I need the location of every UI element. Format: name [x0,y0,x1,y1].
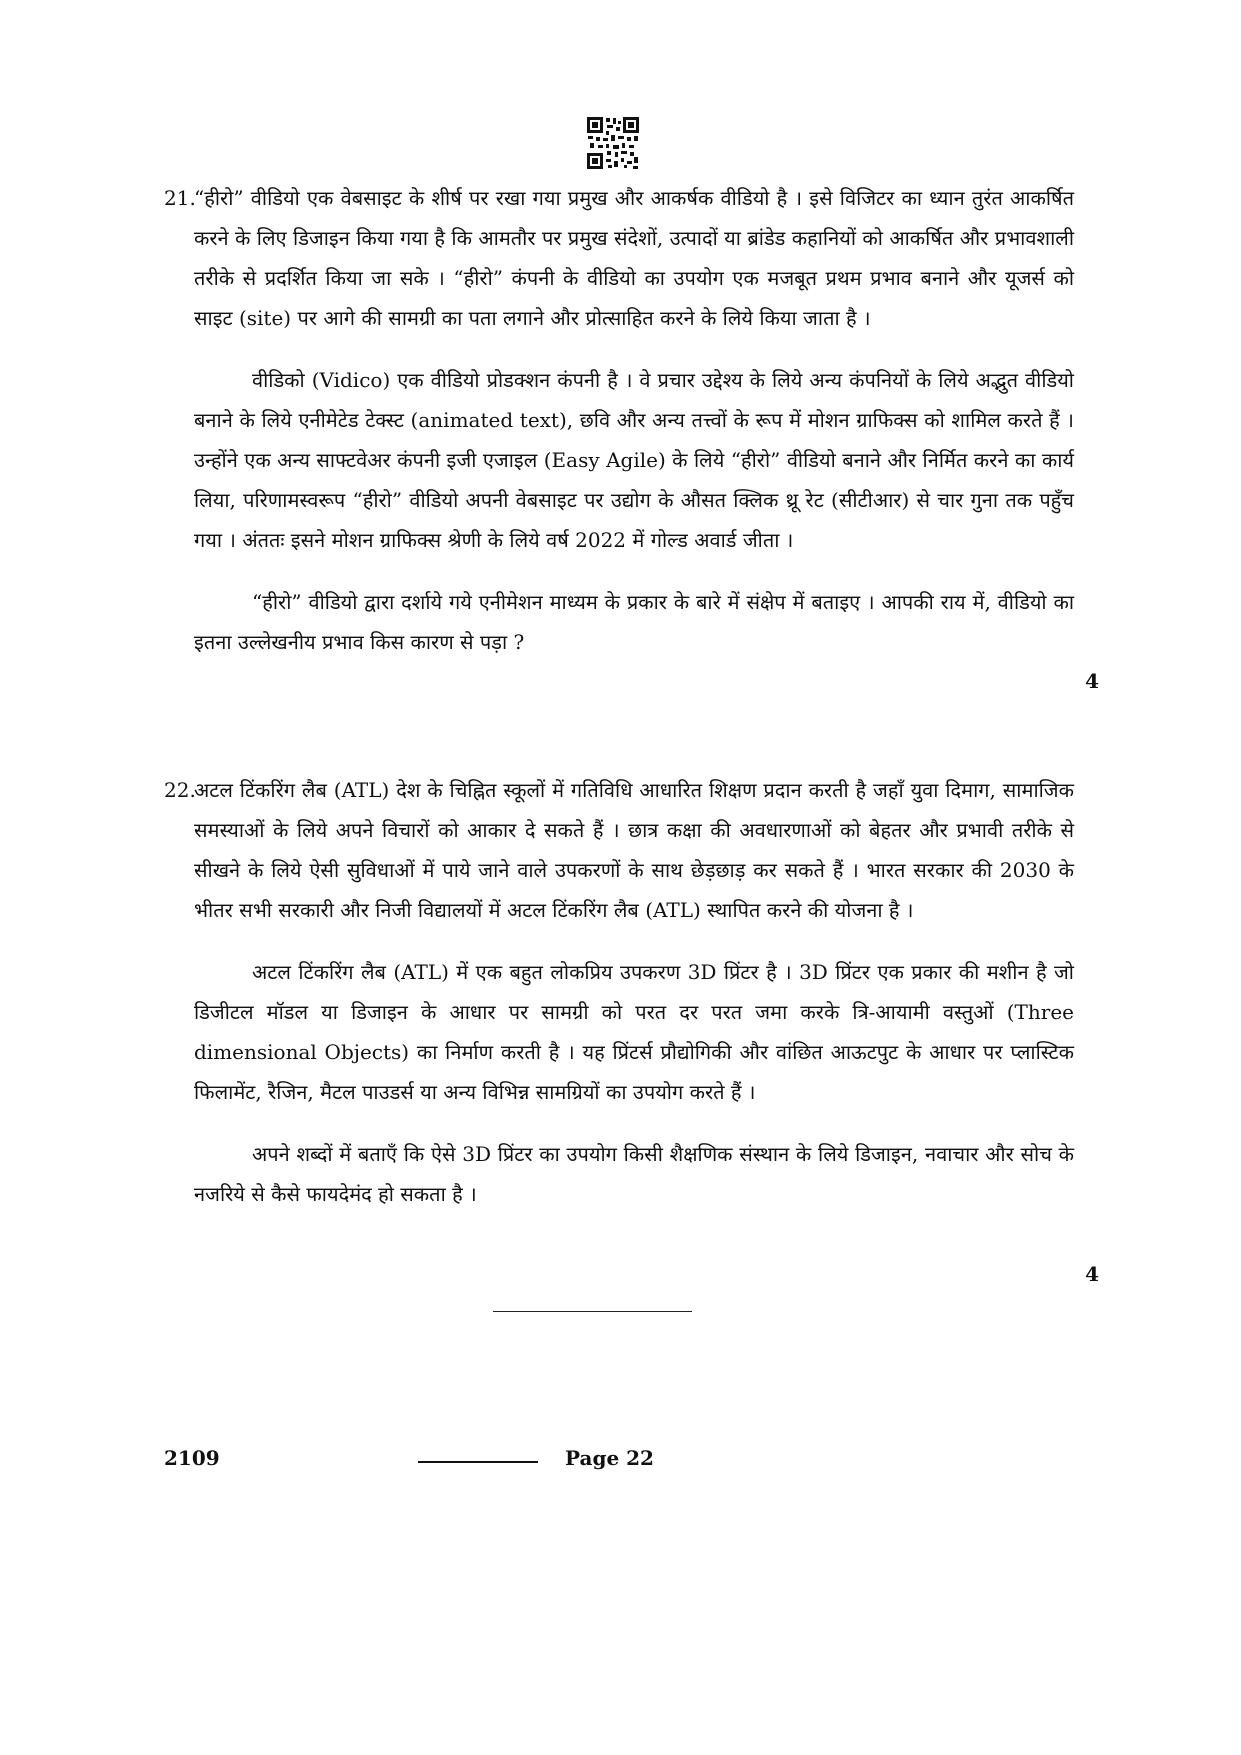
paper-code: 2109 [164,1446,220,1470]
question-body [194,770,1074,1214]
question-number: 21. [164,186,196,210]
marks-label: 4 [1085,1262,1099,1286]
question-paragraph: अटल टिंकरिंग लैब (ATL) में एक बहुत लोकप्रिय उपकरण 3D प्रिंटर है । 3D प्रिंटर एक प्रकार की मशीन है जो डिजीटल मॉडल या डिजाइन के आधार पर सामग्री को परत दर परत जमा करके त्रि-आयामी वस्तुओं (Three dimensional Objects) का निर्माण करती है । यह प्रिंटर्स प्रौद्योगिकी और वांछित आऊटपुट के आधार पर प्लास्टिक फिलामेंट, रैजिन, मैटल पाउडर्स या अन्य विभिन्न सामग्रियों का उपयोग करते हैं । [194,960,1074,1104]
question-prompt: “हीरो” वीडियो द्वारा दर्शाये गये एनीमेशन माध्यम के प्रकार के बारे में संक्षेप में बताइए । आपकी राय में, वीडियो का इतना उल्लेखनीय प्रभाव किस कारण से पड़ा ? [194,590,1074,654]
footer-divider [418,1461,538,1463]
question-paragraph: वीडिको (Vidico) एक वीडियो प्रोडक्शन कंपनी है । वे प्रचार उद्देश्य के लिये अन्य कंपनियों के लिये अद्भुत वीडियो बनाने के लिये एनीमेटेड टेक्स्ट (animated text), छवि और अन्य तत्त्वों के रूप में मोशन ग्राफिक्स को शामिल करते हैं । उन्होंने एक अन्य साफ्टवेअर कंपनी इजी एजाइल (Easy Agile) के लिये “हीरो” वीडियो बनाने और निर्मित करने का कार्य लिया, परिणामस्वरूप “हीरो” वीडियो अपनी वेबसाइट पर उद्योग के औसत क्लिक थ्रू रेट (सीटीआर) से चार गुना तक पहुँच गया । अंततः इसने मोशन ग्राफिक्स श्रेणी के लिये वर्ष 2022 में गोल्ड अवार्ड जीता । [194,368,1075,552]
marks-label: 4 [1085,669,1099,693]
question-paragraph: अटल टिंकरिंग लैब (ATL) देश के चिह्नित स्कूलों में गतिविधि आधारित शिक्षण प्रदान करती है जहाँ युवा दिमाग, सामाजिक समस्याओं के लिये अपने विचारों को आकार दे सकते हैं । छात्र कक्षा की अवधारणाओं को बेहतर और प्रभावी तरीके से सीखने के लिये ऐसी सुविधाओं में पाये जाने वाले उपकरणों के साथ छेड़छाड़ कर सकते हैं । भारत सरकार की 2030 के भीतर सभी सरकारी और निजी विद्यालयों में अटल टिंकरिंग लैब (ATL) स्थापित करने की योजना है । [194,778,1074,922]
question-prompt: अपने शब्दों में बताएँ कि ऐसे 3D प्रिंटर का उपयोग किसी शैक्षणिक संस्थान के लिये डिजाइन, नवाचार और सोच के नजरिये से कैसे फायदेमंद हो सकता है । [194,1142,1074,1206]
page-number: Page 22 [565,1446,654,1470]
end-divider [493,1311,692,1312]
question-body [194,178,1074,662]
question-number: 22. [164,778,196,802]
qr-code [586,116,640,170]
question-paragraph: “हीरो” वीडियो एक वेबसाइट के शीर्ष पर रखा गया प्रमुख और आकर्षक वीडियो है । इसे विजिटर का ध्यान तुरंत आकर्षित करने के लिए डिजाइन किया गया है कि आमतौर पर प्रमुख संदेशों, उत्पादों या ब्रांडेड कहानियों को आकर्षित और प्रभावशाली तरीके से प्रदर्शित किया जा सके । “हीरो” कंपनी के वीडियो का उपयोग एक मजबूत प्रथम प्रभाव बनाने और यूजर्स को साइट (site) पर आगे की सामग्री का पता लगाने और प्रोत्साहित करने के लिये किया जाता है । [194,186,1074,330]
